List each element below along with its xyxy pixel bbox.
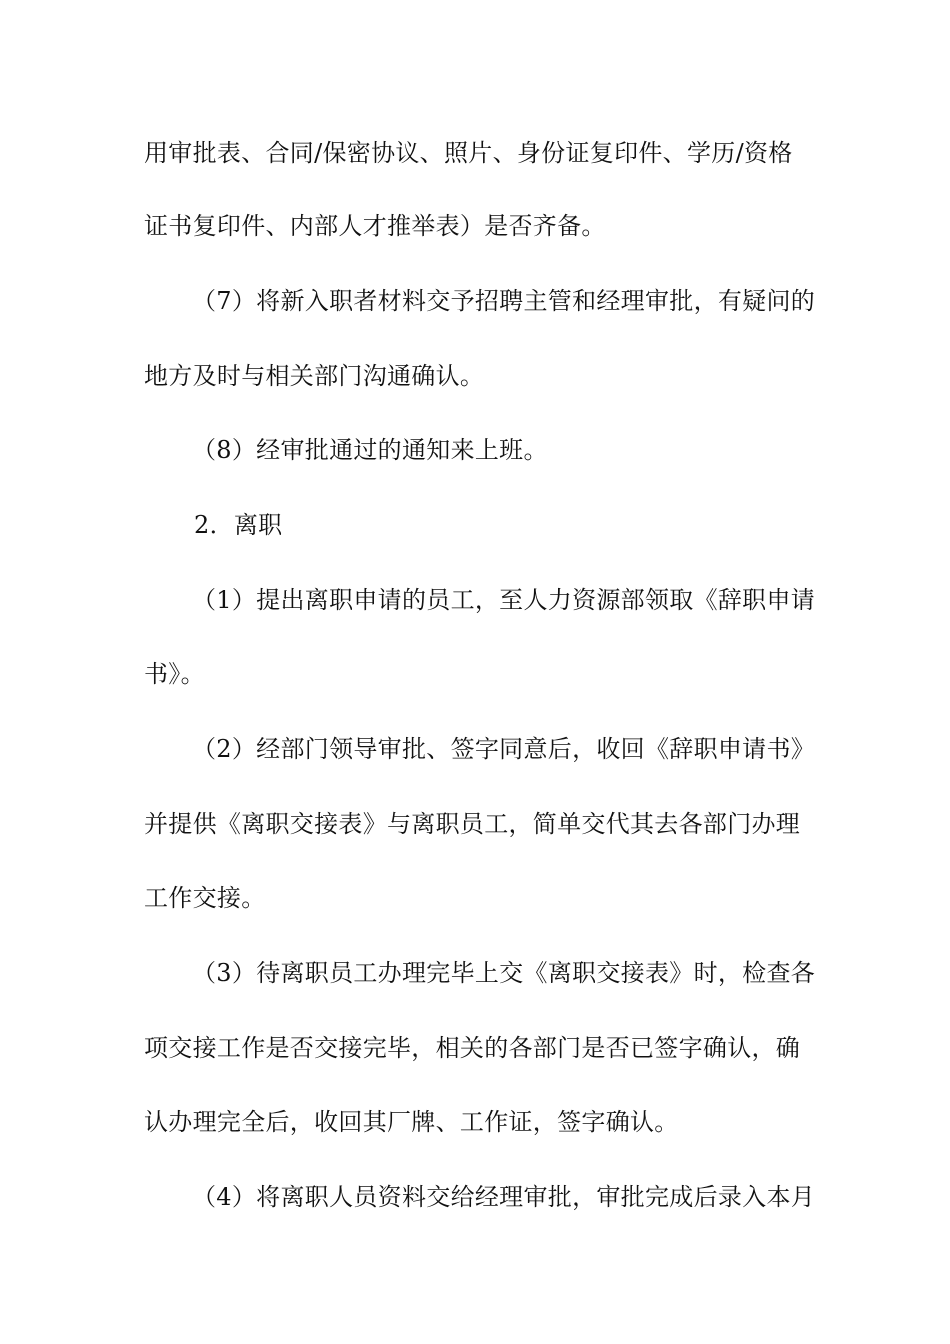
paragraph-start: （4）将离职人员资料交给经理审批，审批完成后录入本月 — [192, 1183, 816, 1211]
paragraph-start: （8）经审批通过的通知来上班。 — [192, 436, 548, 464]
text-line: 书》。 — [144, 660, 205, 688]
section-heading: 2．离职 — [194, 511, 283, 539]
paragraph-start: （2）经部门领导审批、签字同意后，收回《辞职申请书》 — [192, 735, 816, 763]
paragraph-start: （3）待离职员工办理完毕上交《离职交接表》时，检查各 — [192, 959, 816, 987]
text-line: 并提供《离职交接表》与离职员工，简单交代其去各部门办理 — [144, 810, 801, 838]
paragraph-start: （7）将新入职者材料交予招聘主管和经理审批，有疑问的 — [192, 287, 816, 315]
text-line: 认办理完全后，收回其厂牌、工作证，签字确认。 — [144, 1108, 679, 1136]
text-line: 用审批表、合同/保密协议、照片、身份证复印件、学历/资格 — [144, 139, 793, 167]
text-line: 工作交接。 — [144, 884, 266, 912]
text-line: 证书复印件、内部人才推举表）是否齐备。 — [144, 212, 606, 240]
text-line: 地方及时与相关部门沟通确认。 — [144, 362, 485, 390]
text-line: 项交接工作是否交接完毕，相关的各部门是否已签字确认，确 — [144, 1034, 801, 1062]
paragraph-start: （1）提出离职申请的员工，至人力资源部领取《辞职申请 — [192, 586, 816, 614]
